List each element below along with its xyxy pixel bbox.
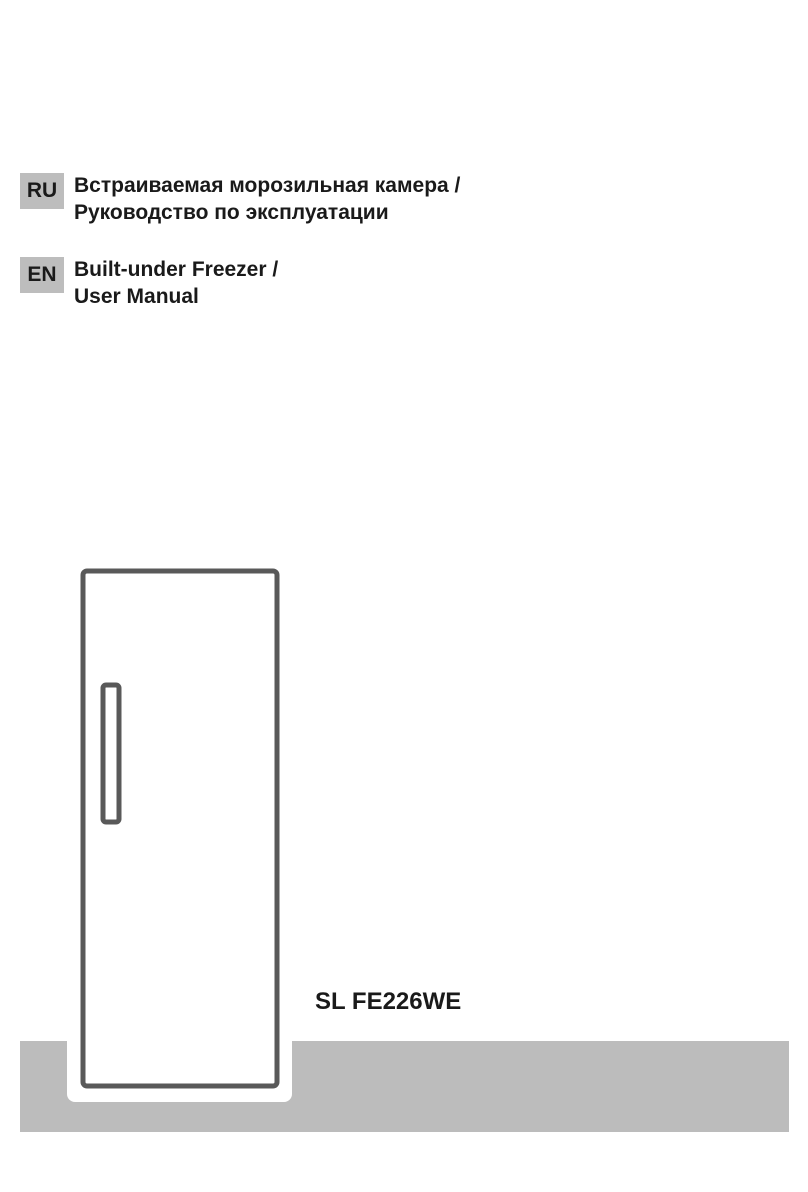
model-number: SL FE226WE: [315, 988, 462, 1015]
title-ru: Встраиваемая морозильная камера /: [74, 174, 461, 197]
freezer-handle: [103, 685, 119, 822]
title-en: Built-under Freezer /: [74, 258, 279, 281]
subtitle-ru: Руководство по эксплуатации: [74, 201, 389, 224]
language-code-ru: RU: [20, 173, 64, 209]
freezer-icon: [83, 571, 277, 1086]
freezer-body: [83, 571, 277, 1086]
language-code-en: EN: [20, 257, 64, 293]
subtitle-en: User Manual: [74, 285, 199, 308]
